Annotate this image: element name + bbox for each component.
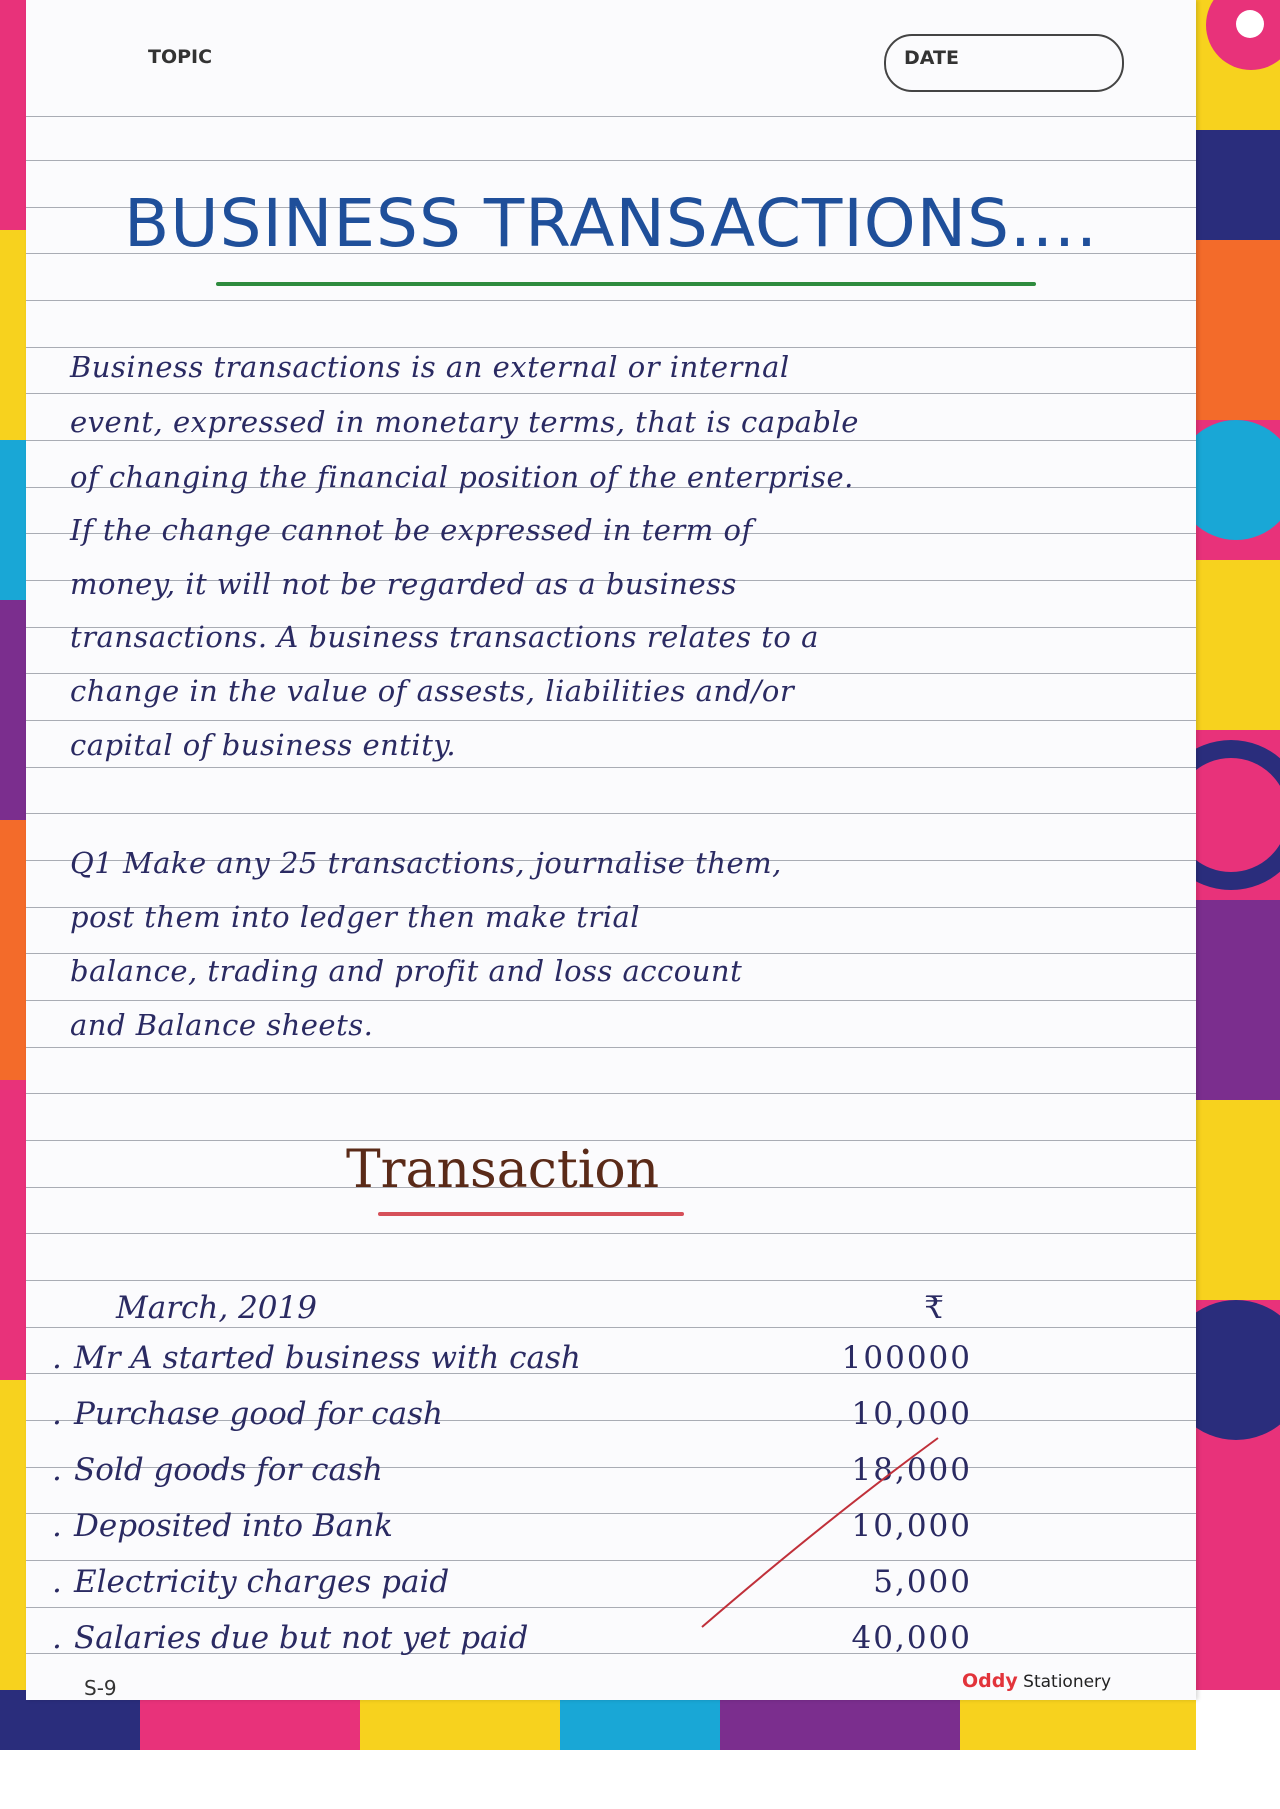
transaction-amount: 10,000	[851, 1396, 972, 1432]
question-line: Q1 Make any 25 transactions, journalise them,	[70, 846, 782, 880]
pen-strike-mark	[26, 0, 1196, 1700]
transaction-description: Mr A started business with cash	[74, 1340, 581, 1376]
currency-symbol: ₹	[924, 1290, 946, 1326]
transaction-description: Salaries due but not yet paid	[74, 1620, 529, 1656]
transaction-amount: 18,000	[851, 1452, 972, 1488]
definition-line: Business transactions is an external or internal	[70, 350, 790, 384]
transaction-amount: 100000	[841, 1340, 972, 1376]
definition-line: event, expressed in monetary terms, that is capable	[70, 405, 859, 439]
cover-left-edge	[0, 0, 26, 1809]
row-bullet: .	[52, 1340, 62, 1376]
brand-name: Oddy	[962, 1670, 1018, 1692]
row-bullet: .	[52, 1564, 62, 1600]
question-line: balance, trading and profit and loss account	[70, 954, 743, 988]
topic-label: TOPIC	[148, 46, 213, 68]
transaction-amount: 10,000	[851, 1508, 972, 1544]
transaction-amount: 5,000	[873, 1564, 972, 1600]
notebook-page	[26, 0, 1196, 1700]
definition-line: If the change cannot be expressed in term of	[70, 513, 753, 547]
brand-logo	[962, 1670, 1111, 1692]
brand-suffix: Stationery	[1023, 1672, 1112, 1692]
question-line: post them into ledger then make trial	[70, 900, 641, 934]
question-line: and Balance sheets.	[70, 1008, 374, 1042]
transaction-amount: 40,000	[851, 1620, 972, 1656]
date-heading: March, 2019	[116, 1290, 317, 1326]
definition-line: change in the value of assests, liabilities and/or	[70, 674, 795, 708]
page-code: S-9	[84, 1676, 117, 1700]
transaction-description: Sold goods for cash	[74, 1452, 383, 1488]
row-bullet: .	[52, 1396, 62, 1432]
cover-bottom-edge	[0, 1690, 1280, 1809]
transaction-heading: Transaction	[346, 1140, 660, 1200]
date-label: DATE	[904, 47, 959, 69]
definition-line: money, it will not be regarded as a business	[70, 567, 737, 601]
page-title: BUSINESS TRANSACTIONS....	[124, 185, 1098, 262]
definition-line: of changing the financial position of the enterprise.	[70, 460, 854, 494]
row-bullet: .	[52, 1620, 62, 1656]
transaction-description: Deposited into Bank	[74, 1508, 393, 1544]
cover-right-edge	[1196, 0, 1280, 1809]
row-bullet: .	[52, 1452, 62, 1488]
definition-line: capital of business entity.	[70, 728, 457, 762]
transaction-description: Purchase good for cash	[74, 1396, 443, 1432]
definition-line: transactions. A business transactions relates to a	[70, 620, 819, 654]
transaction-description: Electricity charges paid	[74, 1564, 450, 1600]
row-bullet: .	[52, 1508, 62, 1544]
